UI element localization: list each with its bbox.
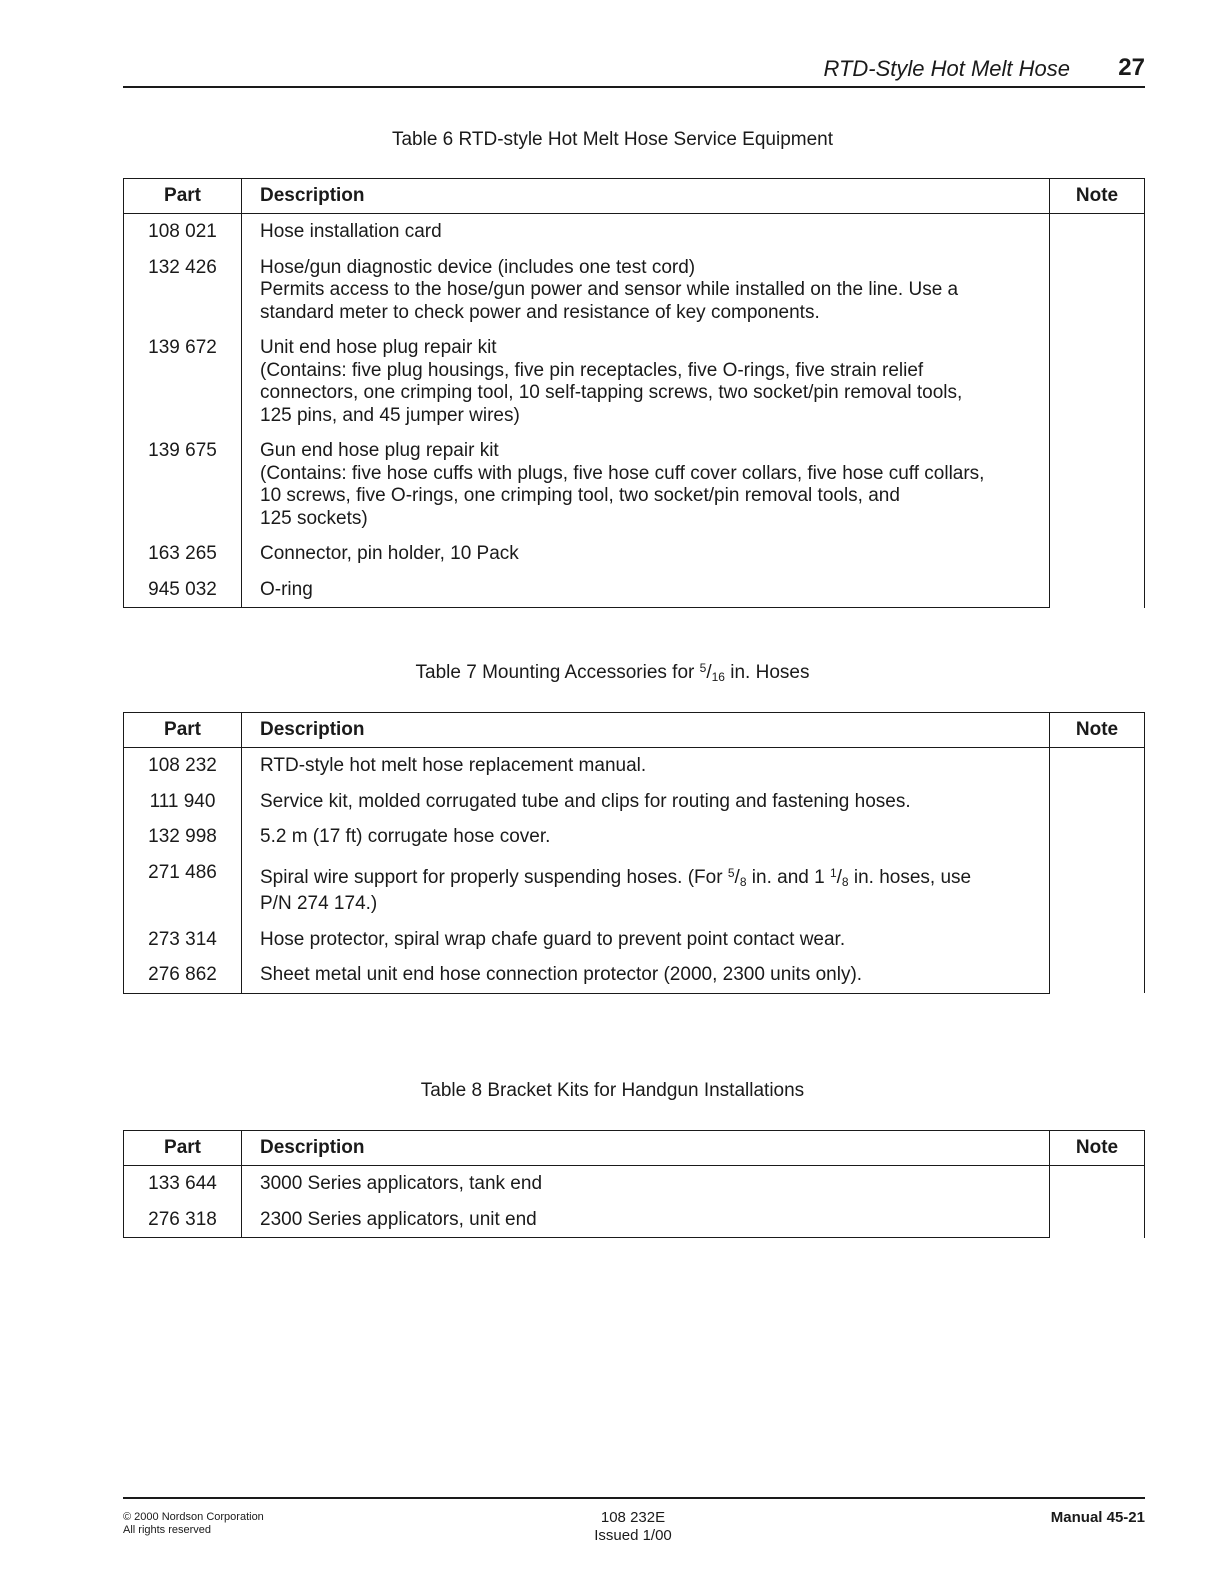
description: 5.2 m (17 ft) corrugate hose cover. bbox=[242, 819, 1050, 855]
part-number: 163 265 bbox=[124, 536, 242, 572]
note-cell bbox=[1050, 214, 1145, 608]
part-number: 132 998 bbox=[124, 819, 242, 855]
description: Hose protector, spiral wrap chafe guard to prevent point contact wear. bbox=[242, 922, 1050, 958]
table-row bbox=[124, 1202, 1145, 1238]
issue-date: Issued 1/00 bbox=[594, 1527, 672, 1544]
description-line: Hose installation card bbox=[260, 221, 442, 242]
description bbox=[242, 330, 1050, 433]
description bbox=[242, 572, 1050, 608]
description-line: Connector, pin holder, 10 Pack bbox=[260, 543, 519, 564]
fraction-denominator: 16 bbox=[711, 670, 725, 684]
note-cell bbox=[1050, 748, 1145, 994]
description-line: Gun end hose plug repair kit bbox=[260, 440, 499, 461]
part-number: 271 486 bbox=[124, 855, 242, 922]
description-line: connectors, one crimping tool, 10 self-tapping screws, two socket/pin removal tools, bbox=[260, 382, 963, 403]
part-number: 276 318 bbox=[124, 1202, 242, 1238]
table7 bbox=[123, 712, 1145, 994]
fraction-numerator: 5 bbox=[699, 661, 707, 675]
description-line: 125 sockets) bbox=[260, 507, 368, 529]
table7-header-description: Description bbox=[242, 713, 1050, 748]
text-fragment: in. and 1 bbox=[746, 866, 830, 888]
part-number: 139 675 bbox=[124, 433, 242, 536]
part-number: 132 426 bbox=[124, 250, 242, 331]
doc-number: 108 232E bbox=[600, 1509, 666, 1526]
description: RTD-style hot melt hose replacement manual. bbox=[242, 748, 1050, 784]
description-line: Unit end hose plug repair kit bbox=[260, 337, 497, 358]
table8-header-part: Part bbox=[124, 1131, 242, 1166]
part-number: 108 021 bbox=[124, 214, 242, 250]
part-number: 111 940 bbox=[124, 784, 242, 820]
description bbox=[242, 250, 1050, 331]
manual-number: Manual 45-21 bbox=[1050, 1509, 1145, 1526]
note-cell bbox=[1050, 1166, 1145, 1238]
fraction-numerator: 5 bbox=[727, 865, 735, 880]
description-line: O-ring bbox=[260, 578, 313, 600]
table8-caption: Table 8 Bracket Kits for Handgun Installations bbox=[420, 1080, 805, 1101]
table-row bbox=[124, 819, 1145, 855]
table-row bbox=[124, 330, 1145, 433]
description: 2300 Series applicators, unit end bbox=[242, 1202, 1050, 1238]
table-row bbox=[124, 536, 1145, 572]
description bbox=[242, 536, 1050, 572]
part-number: 945 032 bbox=[124, 572, 242, 608]
table-row bbox=[124, 957, 1145, 993]
table7-header-note: Note bbox=[1050, 713, 1145, 748]
table-row bbox=[124, 922, 1145, 958]
footer-doc-info bbox=[583, 1509, 683, 1545]
fraction-denominator: 8 bbox=[739, 874, 747, 889]
table7-header-part: Part bbox=[124, 713, 242, 748]
table7-caption-suffix: in. Hoses bbox=[724, 662, 810, 683]
description-line: (Contains: five plug housings, five pin receptacles, five O-rings, five strain relief bbox=[260, 359, 924, 381]
description: 3000 Series applicators, tank end bbox=[242, 1166, 1050, 1202]
description bbox=[242, 214, 1050, 250]
table8-header-note: Note bbox=[1050, 1131, 1145, 1166]
fraction-denominator: 8 bbox=[841, 874, 849, 889]
rights-notice: All rights reserved bbox=[123, 1524, 212, 1536]
text-fragment: in. hoses, use bbox=[848, 866, 972, 888]
part-number: 276 862 bbox=[124, 957, 242, 993]
table-row bbox=[124, 748, 1145, 784]
table6-header-note: Note bbox=[1050, 179, 1145, 214]
table-row bbox=[124, 784, 1145, 820]
footer-copyright-block bbox=[123, 1511, 264, 1537]
table-row bbox=[124, 250, 1145, 331]
table7-caption-prefix: Table 7 Mounting Accessories for bbox=[415, 662, 700, 683]
description-line: 125 pins, and 45 jumper wires) bbox=[260, 404, 520, 426]
part-number: 273 314 bbox=[124, 922, 242, 958]
description-line: P/N 274 174.) bbox=[260, 893, 378, 914]
table-row bbox=[124, 433, 1145, 536]
description: Service kit, molded corrugated tube and clips for routing and fastening hoses. bbox=[242, 784, 1050, 820]
description-line: 10 screws, five O-rings, one crimping tool, two socket/pin removal tools, and bbox=[260, 485, 900, 506]
table-row bbox=[124, 572, 1145, 608]
table6-header-part: Part bbox=[124, 179, 242, 214]
table8 bbox=[123, 1130, 1145, 1238]
table8-header-description: Description bbox=[242, 1131, 1050, 1166]
table-row bbox=[124, 214, 1145, 250]
table-row bbox=[124, 1166, 1145, 1202]
description-line: Permits access to the hose/gun power and sensor while installed on the line. Use a bbox=[260, 279, 959, 300]
page-number: 27 bbox=[1118, 54, 1145, 81]
description bbox=[242, 433, 1050, 536]
description-line: Spiral wire support for properly suspending hoses. (For $^5/_8$ in. and 1 $^1/_8$ in. hoses, use bbox=[260, 865, 972, 889]
table6-header-description: Description bbox=[242, 179, 1050, 214]
header-title: RTD-Style Hot Melt Hose bbox=[823, 56, 1070, 81]
table6 bbox=[123, 178, 1145, 608]
description: Sheet metal unit end hose connection protector (2000, 2300 units only). bbox=[242, 957, 1050, 993]
table6-caption: Table 6 RTD-style Hot Melt Hose Service Equipment bbox=[391, 129, 834, 150]
description-line: Hose/gun diagnostic device (includes one test cord) bbox=[260, 256, 696, 278]
page-header bbox=[123, 54, 1145, 88]
text-fragment: Spiral wire support for properly suspending hoses. (For bbox=[260, 866, 728, 888]
part-number: 108 232 bbox=[124, 748, 242, 784]
part-number: 139 672 bbox=[124, 330, 242, 433]
table7-caption: Table 7 Mounting Accessories for $^5/_{16}$ in. Hoses bbox=[415, 661, 810, 684]
description bbox=[242, 855, 1050, 922]
table-row bbox=[124, 855, 1145, 922]
fraction-numerator: 1 bbox=[829, 865, 837, 880]
description-line: (Contains: five hose cuffs with plugs, five hose cuff cover collars, five hose cuff collars, bbox=[260, 462, 985, 484]
part-number: 133 644 bbox=[124, 1166, 242, 1202]
copyright: © 2000 Nordson Corporation bbox=[123, 1511, 264, 1523]
page-footer bbox=[123, 1497, 1145, 1549]
description-line: standard meter to check power and resistance of key components. bbox=[260, 301, 820, 323]
